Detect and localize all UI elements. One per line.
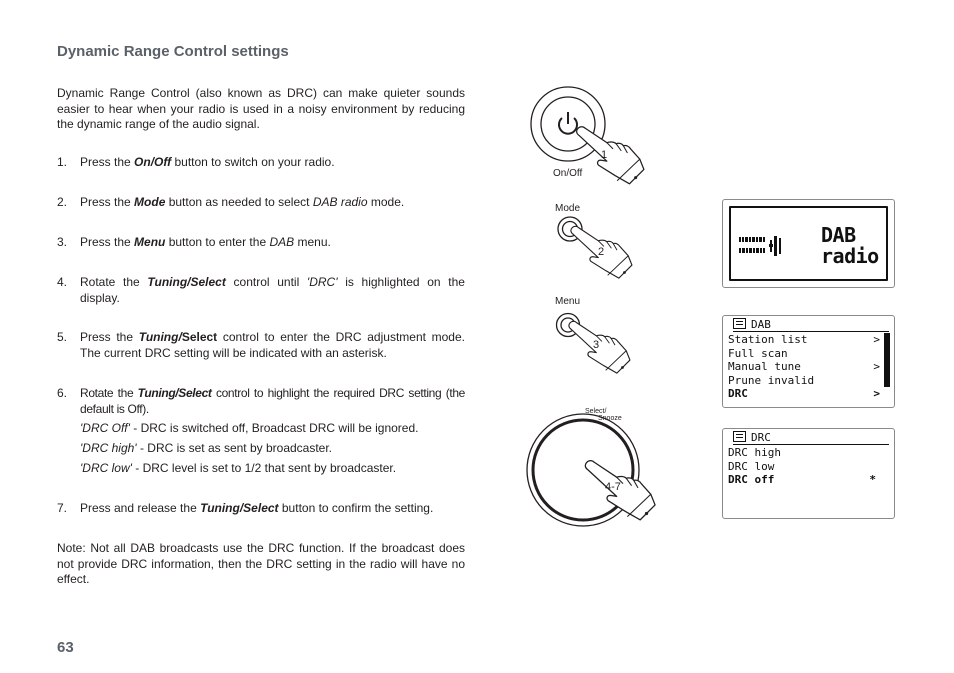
- select-caption-line1: Select/: [585, 408, 607, 415]
- dab-menu-display: [722, 315, 895, 408]
- chevron-right-icon: >: [873, 360, 880, 373]
- onoff-button-illustration: [531, 87, 644, 184]
- list-icon: [733, 431, 746, 442]
- step-number-label: 3: [593, 339, 600, 351]
- menu-item-manual-tune[interactable]: Manual tune >: [728, 360, 880, 373]
- menu-item-prune-invalid[interactable]: Prune invalid: [728, 373, 815, 387]
- menu-scrollbar[interactable]: [884, 333, 890, 387]
- power-icon: [559, 112, 577, 134]
- option-drc-off: 'DRC Off' - DRC is switched off, Broadcast DRC will be ignored.: [80, 421, 419, 435]
- menu-item-station-list[interactable]: Station list >: [728, 333, 880, 346]
- list-icon: [733, 318, 746, 329]
- mode-caption: Mode: [555, 203, 581, 214]
- section-heading: Dynamic Range Control settings: [57, 43, 289, 60]
- menu-item-drc-high[interactable]: DRC high: [728, 446, 781, 459]
- menu-title-bar: DAB: [733, 318, 889, 332]
- dab-radio-display: [722, 199, 895, 288]
- menu-item-drc-low[interactable]: DRC low: [728, 459, 775, 473]
- page-number: 63: [57, 639, 74, 656]
- step-number-label: 4-7: [605, 481, 621, 493]
- select-knob-illustration: [527, 408, 655, 526]
- chevron-right-icon: >: [873, 387, 880, 400]
- intro-paragraph: Dynamic Range Control (also known as DRC) can make quieter sounds easier to hear when your radio is used in a noisy environment by reducing the dynamic range of the audio signal.: [57, 86, 465, 131]
- option-drc-high: 'DRC high' - DRC is set as sent by broadcaster.: [80, 441, 333, 455]
- step-1: 1. Press the On/Off button to switch on your radio.: [57, 155, 335, 169]
- step-3: 3. Press the Menu button to enter the DAB menu.: [57, 235, 331, 249]
- menu-item-drc[interactable]: DRC >: [728, 387, 880, 400]
- menu-item-full-scan[interactable]: Full scan: [728, 346, 788, 360]
- step-number-label: 2: [598, 246, 605, 258]
- select-caption-line2: Snooze: [598, 415, 622, 422]
- step-5: 5. Press the Tuning/Select control to enter the DRC adjustment mode. The current DRC setting will be indicated with an asterisk.: [57, 330, 465, 360]
- step-7: 7. Press and release the Tuning/Select button to confirm the setting.: [57, 501, 434, 515]
- step-number-label: 1: [601, 149, 608, 161]
- chevron-right-icon: >: [873, 333, 880, 346]
- dab-radio-text: DAB radio: [821, 223, 879, 268]
- menu-title-bar: DRC: [733, 431, 889, 445]
- menu-button-illustration: [555, 296, 630, 373]
- dab-menu-list: [728, 333, 884, 401]
- step-4: 4. Rotate the Tuning/Select control until 'DRC' is highlighted on the display.: [57, 275, 465, 305]
- current-setting-asterisk: *: [869, 473, 876, 486]
- option-drc-low: 'DRC low' - DRC level is set to 1/2 that sent by broadcaster.: [80, 461, 397, 475]
- drc-menu-list: [728, 446, 886, 487]
- step-2: 2. Press the Mode button as needed to select DAB radio mode.: [57, 195, 405, 209]
- mode-button-illustration: [555, 203, 632, 278]
- pointing-hand-icon: [569, 321, 630, 373]
- drc-menu-display: [722, 428, 895, 519]
- step-6: 6. Rotate the Tuning/Select control to highlight the required DRC setting (the default is Off).: [57, 386, 465, 416]
- menu-item-drc-off[interactable]: DRC off *: [728, 473, 876, 486]
- menu-caption: Menu: [555, 296, 581, 307]
- note-paragraph: Note: Not all DAB broadcasts use the DRC function. If the broadcast does not provide DRC information, then the DRC setting in the radio will have no effect.: [57, 541, 465, 586]
- onoff-caption: On/Off: [553, 168, 583, 179]
- signal-strength-icon: [739, 234, 791, 260]
